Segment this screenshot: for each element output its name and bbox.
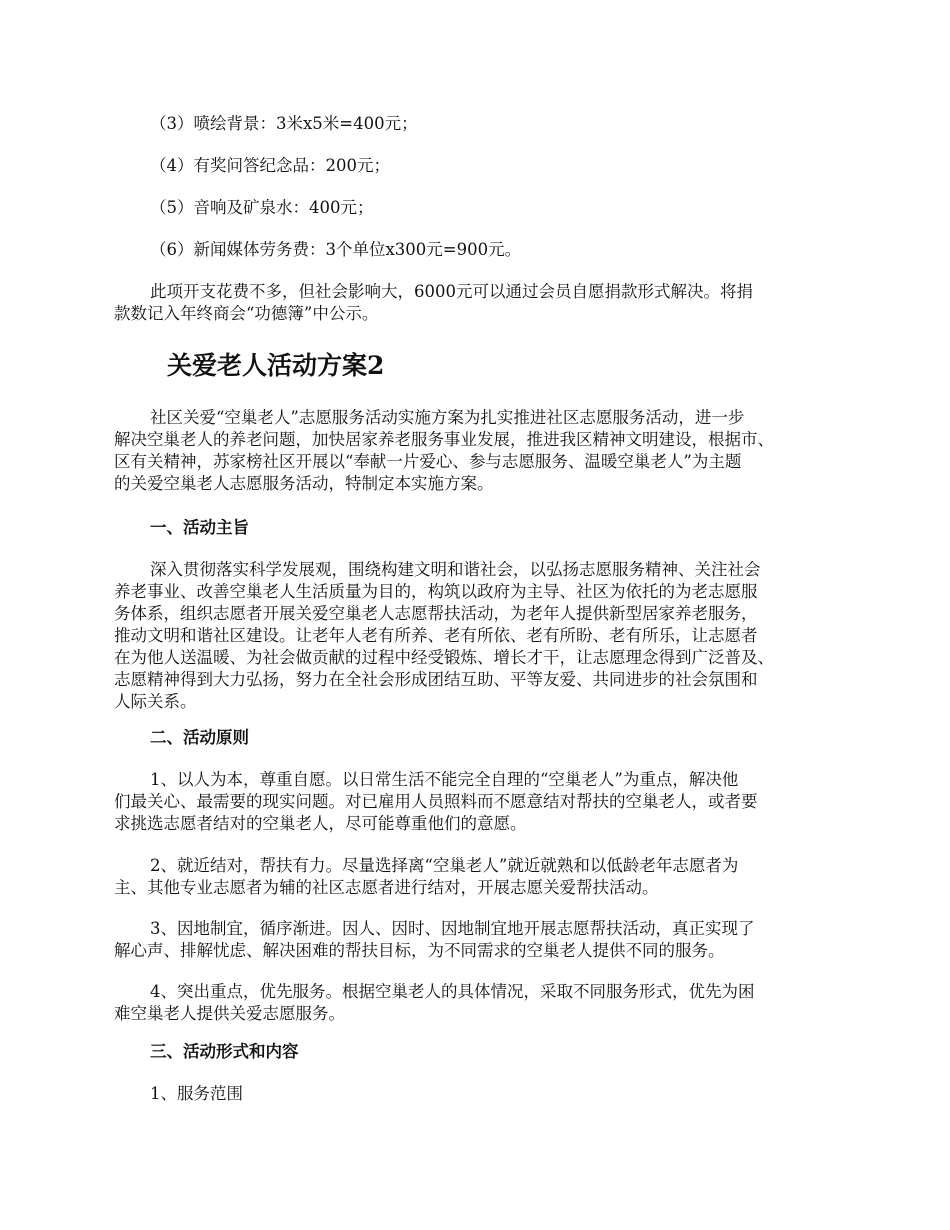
intro-line-4: 的关爱空巢老人志愿服务活动，特制定本实施方案。	[114, 474, 494, 493]
heading-activities: 三、活动形式和内容	[150, 1042, 299, 1061]
cost-item-3: （3）喷绘背景：3米x5米=400元；	[150, 114, 418, 133]
purpose-line-6: 志愿精神得到大力弘扬，努力在全社会形成团结互助、平等友爱、共同进步的社会氛围和	[114, 670, 758, 689]
intro-line-2: 解决空巢老人的养老问题，加快居家养老服务事业发展，推进我区精神文明建设，根据市、	[114, 430, 774, 449]
heading-principles: 二、活动原则	[150, 728, 249, 747]
cost-item-6: （6）新闻媒体劳务费：3个单位x300元=900元。	[150, 240, 522, 259]
purpose-line-3: 务体系，组织志愿者开展关爱空巢老人志愿帮扶活动，为老年人提供新型居家养老服务，	[114, 604, 758, 623]
principle-4-line-2: 难空巢老人提供关爱志愿服务。	[114, 1004, 345, 1023]
intro-line-3: 区有关精神，苏家榜社区开展以“奉献一片爱心、参与志愿服务、温暖空巢老人”为主题	[114, 452, 742, 471]
section-title: 关爱老人活动方案2	[167, 351, 385, 380]
principle-3-line-2: 解心声、排解忧虑、解决困难的帮扶目标，为不同需求的空巢老人提供不同的服务。	[114, 941, 725, 960]
cost-note-line-1: 此项开支花费不多，但社会影响大，6000元可以通过会员自愿捐款形式解决。将捐	[150, 282, 753, 301]
principle-1-line-3: 求挑选志愿者结对的空巢老人，尽可能尊重他们的意愿。	[114, 814, 527, 833]
purpose-line-5: 在为他人送温暖、为社会做贡献的过程中经受锻炼、增长才干，让志愿理念得到广泛普及、	[114, 648, 774, 667]
purpose-line-2: 养老事业、改善空巢老人生活质量为目的，构筑以政府为主导、社区为依托的为老志愿服	[114, 582, 758, 601]
principle-4-line-1: 4、突出重点，优先服务。根据空巢老人的具体情况，采取不同服务形式，优先为困	[150, 982, 755, 1001]
principle-2-line-1: 2、就近结对，帮扶有力。尽量选择离“空巢老人”就近就熟和以低龄老年志愿者为	[150, 856, 739, 875]
service-scope: 1、服务范围	[150, 1084, 243, 1103]
purpose-line-7: 人际关系。	[114, 692, 197, 711]
principle-1-line-2: 们最关心、最需要的现实问题。对已雇用人员照料而不愿意结对帮扶的空巢老人，或者要	[114, 792, 758, 811]
principle-3-line-1: 3、因地制宜，循序渐进。因人、因时、因地制宜地开展志愿帮扶活动，真正实现了	[150, 919, 755, 938]
cost-item-5: （5）音响及矿泉水：400元；	[150, 198, 374, 217]
purpose-line-4: 推动文明和谐社区建设。让老年人老有所养、老有所依、老有所盼、老有所乐，让志愿者	[114, 626, 758, 645]
intro-line-1: 社区关爱“空巢老人”志愿服务活动实施方案为扎实推进社区志愿服务活动，进一步	[150, 408, 745, 427]
heading-purpose: 一、活动主旨	[150, 518, 249, 537]
cost-item-4: （4）有奖问答纪念品：200元；	[150, 156, 390, 175]
purpose-line-1: 深入贯彻落实科学发展观，围绕构建文明和谐社会，以弘扬志愿服务精神、关注社会	[150, 560, 761, 579]
principle-1-line-1: 1、以人为本，尊重自愿。以日常生活不能完全自理的“空巢老人”为重点，解决他	[150, 770, 739, 789]
principle-2-line-2: 主、其他专业志愿者为辅的社区志愿者进行结对，开展志愿关爱帮扶活动。	[114, 878, 659, 897]
cost-note-line-2: 款数记入年终商会“功德簿”中公示。	[114, 304, 379, 323]
